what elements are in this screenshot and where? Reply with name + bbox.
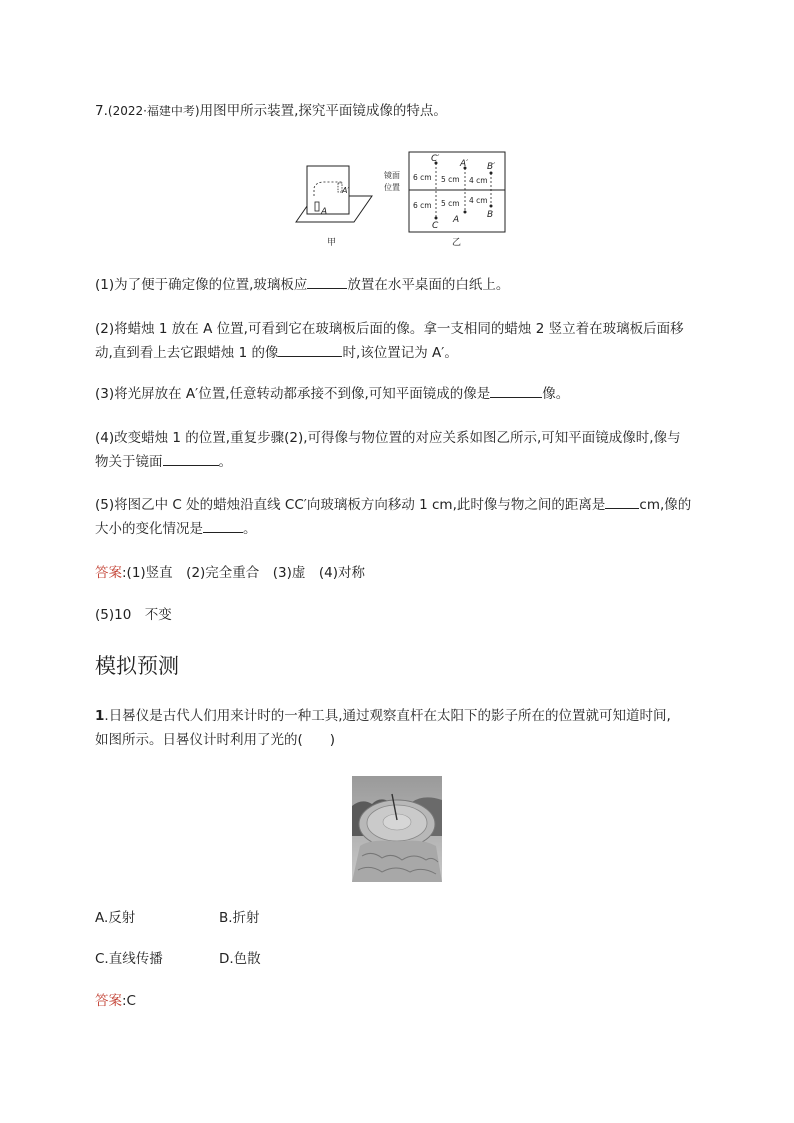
q7-sub5-text-1a: (5)将图乙中 C 处的蜡烛沿直线 CC′向玻璃板方向移动 1 cm,此时像与物之间的距离是 bbox=[95, 497, 606, 513]
figure-yi bbox=[384, 152, 505, 248]
q7-stem bbox=[95, 100, 705, 123]
q7-answer-label: 答案 bbox=[95, 565, 122, 581]
q7-sub4-text-1: (4)改变蜡烛 1 的位置,重复步骤(2),可得像与物位置的对应关系如图乙所示,可知平面镜成像时,像与 bbox=[95, 430, 681, 446]
dist-4-top: 4 cm bbox=[469, 176, 488, 185]
section-title: 模拟预测 bbox=[95, 654, 179, 678]
label-a-prime: A′ bbox=[460, 159, 469, 169]
m1-option-b-text: B.折射 bbox=[219, 910, 260, 926]
q7-answer-line1 bbox=[95, 562, 705, 585]
m1-option-a[interactable] bbox=[95, 907, 225, 930]
q7-sub2-text-2a: 动,直到看上去它跟蜡烛 1 的像 bbox=[95, 345, 279, 361]
q7-answer-line2 bbox=[95, 604, 705, 627]
q7-sub3 bbox=[95, 383, 705, 406]
m1-option-b[interactable] bbox=[219, 907, 349, 930]
jia-label-a: A bbox=[321, 207, 328, 217]
mirror-label-2: 位置 bbox=[384, 183, 400, 192]
q7-sub2-text-2b: 时,该位置记为 A′。 bbox=[342, 345, 458, 361]
q7-stem-text: 用图甲所示装置,探究平面镜成像的特点。 bbox=[199, 103, 447, 119]
m1-answer-label: 答案 bbox=[95, 993, 122, 1009]
m1-stem-text-2: 如图所示。日晷仪计时利用了光的( ) bbox=[95, 732, 336, 748]
q7-sub5-blank-2[interactable] bbox=[203, 518, 243, 533]
q7-sub4-line1 bbox=[95, 427, 705, 450]
yi-caption: 乙 bbox=[452, 238, 462, 248]
q7-sub2-line1 bbox=[95, 318, 705, 341]
q7-sub1-blank[interactable] bbox=[307, 274, 347, 289]
q7-sub5-text-1b: cm,像的 bbox=[639, 497, 692, 513]
q7-sub4-line2 bbox=[95, 451, 705, 474]
sundial-photo bbox=[352, 776, 442, 882]
q7-sub1 bbox=[95, 274, 705, 297]
q7-sub5-text-2a: 大小的变化情况是 bbox=[95, 521, 203, 537]
q7-sub4-text-2b: 。 bbox=[218, 454, 232, 470]
q7-sub2-line2 bbox=[95, 342, 705, 365]
q7-sub1-text-a: (1)为了便于确定像的位置,玻璃板应 bbox=[95, 277, 308, 293]
q7-source: (2022·福建中考) bbox=[107, 104, 200, 118]
q7-number: 7. bbox=[95, 103, 108, 119]
dist-4-bottom: 4 cm bbox=[469, 196, 488, 205]
m1-option-c-text: C.直线传播 bbox=[95, 951, 163, 967]
q7-sub2-blank[interactable] bbox=[278, 342, 342, 357]
m1-stem-line2 bbox=[95, 729, 705, 752]
q7-sub5-line2 bbox=[95, 518, 705, 541]
dist-6-top: 6 cm bbox=[413, 173, 432, 182]
q7-sub5-line1 bbox=[95, 494, 705, 517]
label-c: C bbox=[432, 221, 439, 231]
figure-jia bbox=[296, 166, 372, 248]
q7-sub3-blank[interactable] bbox=[490, 383, 542, 398]
mirror-label-1: 镜面 bbox=[384, 171, 400, 180]
q7-sub3-text-a: (3)将光屏放在 A′位置,任意转动都承接不到像,可知平面镜成的像是 bbox=[95, 386, 491, 402]
q7-sub5-text-2b: 。 bbox=[243, 521, 257, 537]
m1-number: 1 bbox=[95, 708, 105, 724]
jia-label-a-prime: A′ bbox=[342, 186, 350, 195]
m1-option-d-text: D.色散 bbox=[219, 951, 261, 967]
label-b-prime: B′ bbox=[487, 162, 496, 172]
q7-sub2-text-1: (2)将蜡烛 1 放在 A 位置,可看到它在玻璃板后面的像。拿一支相同的蜡烛 2 竖立着在玻璃板后面移 bbox=[95, 321, 684, 337]
q7-sub1-text-b: 放置在水平桌面的白纸上。 bbox=[347, 277, 510, 293]
q7-sub3-text-b: 像。 bbox=[542, 386, 570, 402]
m1-option-c[interactable] bbox=[95, 948, 225, 971]
m1-option-a-text: A.反射 bbox=[95, 910, 136, 926]
dist-5-bottom: 5 cm bbox=[441, 199, 460, 208]
label-a: A bbox=[453, 215, 460, 225]
dist-5-top: 5 cm bbox=[441, 175, 460, 184]
m1-answer bbox=[95, 990, 705, 1013]
q7-answer-text-2: (5)10 不变 bbox=[95, 607, 172, 623]
q7-answer-text-1: :(1)竖直 (2)完全重合 (3)虚 (4)对称 bbox=[122, 565, 366, 581]
q7-figure bbox=[290, 148, 510, 253]
m1-option-d[interactable] bbox=[219, 948, 349, 971]
q7-sub4-text-2a: 物关于镜面 bbox=[95, 454, 163, 470]
jia-caption: 甲 bbox=[327, 238, 337, 248]
label-b: B bbox=[487, 210, 494, 220]
m1-stem-text-1: .日晷仪是古代人们用来计时的一种工具,通过观察直杆在太阳下的影子所在的位置就可知道时间, bbox=[104, 708, 671, 724]
m1-answer-value: :C bbox=[122, 993, 136, 1009]
q7-sub5-blank-1[interactable] bbox=[605, 494, 639, 509]
q7-sub4-blank[interactable] bbox=[163, 451, 219, 466]
label-c-prime: C′ bbox=[431, 154, 440, 164]
candle-1-icon bbox=[315, 202, 319, 211]
m1-stem-line1 bbox=[95, 705, 705, 728]
dist-6-bottom: 6 cm bbox=[413, 201, 432, 210]
